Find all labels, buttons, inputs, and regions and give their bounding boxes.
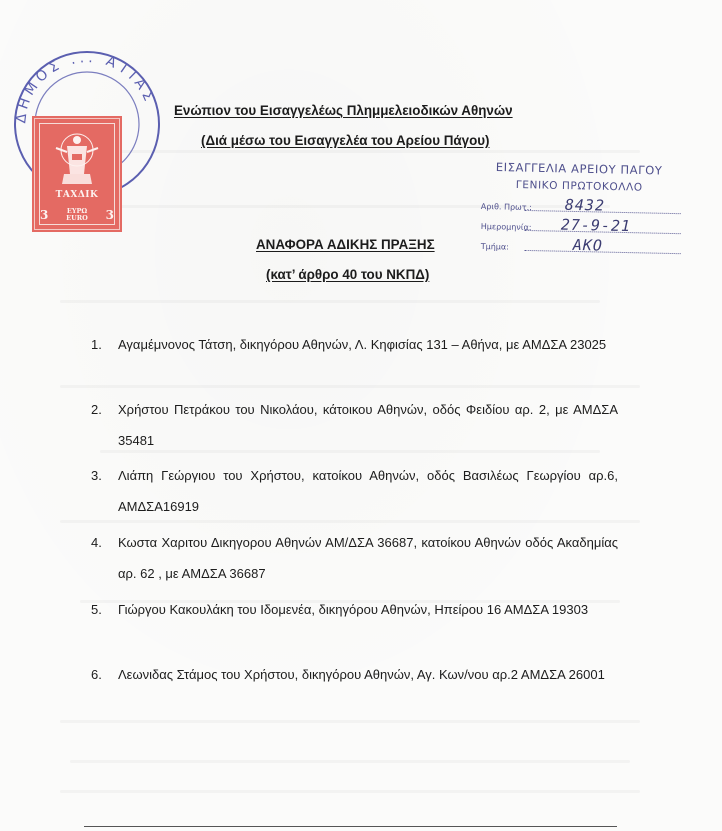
court-fee-stamp	[32, 116, 122, 232]
fee-right-value: 3	[105, 208, 114, 222]
list-item-number: 1.	[91, 337, 102, 352]
show-through-line	[60, 300, 600, 303]
registry-stamp-subtitle: ΓΕΝΙΚΟ ΠΡΩΤΟΚΟΛΛΟ	[515, 179, 643, 194]
list-item-text: Λεωνιδας Στάμος του Χρήστου, δικηγόρου Αθηνών, Αγ. Κων/νου αρ.2 ΑΜΔΣΑ 26001	[118, 667, 605, 682]
registry-stamp-title: ΕΙΣΑΓΓΕΛΙΑ ΑΡΕΙΟΥ ΠΑΓΟΥ	[495, 160, 663, 178]
seal-ring-text: ΔΗΜΟΣ ... ΑΤΙΑΣ	[13, 50, 159, 125]
list-item-text: Λιάπη Γεώργιου του Χρήστου, κατοίκου Αθηνών, οδός Βασιλέως Γεωργίου αρ.6, ΑΜΔΣΑ16919	[118, 468, 618, 514]
list-item	[91, 460, 618, 522]
list-item-number: 5.	[91, 602, 102, 617]
list-item-number: 4.	[91, 535, 102, 550]
list-item-number: 2.	[91, 402, 102, 417]
list-item-number: 6.	[91, 667, 102, 682]
list-item-text: Κωστα Χαριτου Δικηγορου Αθηνών ΑΜ/ΔΣΑ 36687, κατοίκου Αθηνών οδός Ακαδημίας αρ. 62 , με ΑΜΔΣΑ 36687	[118, 535, 618, 581]
addressee-subline: (Διά μέσω του Εισαγγελέα του Αρείου Πάγου)	[201, 133, 490, 148]
registry-stamp	[478, 160, 683, 255]
registry-dept-label: Τμήμα:	[480, 241, 509, 252]
list-item-text: Χρήστου Πετράκου του Νικολάου, κάτοικου Αθηνών, οδός Φειδίου αρ. 2, με ΑΜΔΣΑ 35481	[118, 402, 618, 448]
show-through-line	[70, 760, 630, 763]
addressee-line: Ενώπιον του Εισαγγελέως Πλημμελειοδικών Αθηνών	[174, 103, 513, 118]
list-item	[91, 394, 618, 456]
registry-date-row	[481, 216, 681, 236]
show-through-line	[60, 720, 640, 723]
registry-protocol-label: Αριθ. Πρωτ.:	[480, 201, 532, 213]
fee-unit: ΕΥΡΩ EURO	[66, 207, 88, 222]
list-item	[91, 527, 618, 589]
list-item	[91, 594, 618, 625]
list-item	[91, 659, 618, 690]
document-subtitle: (κατ’ άρθρο 40 του ΝΚΠΔ)	[266, 267, 430, 282]
registry-dept-row	[481, 236, 681, 256]
list-item-text: Γιώργου Κακουλάκη του Ιδομενέα, δικηγόρου Αθηνών, Ηπείρου 16 ΑΜΔΣΑ 19303	[118, 602, 589, 617]
list-item	[91, 329, 618, 360]
registry-protocol-value: 8432	[564, 195, 606, 215]
fee-stamp-label: ΤΑΧΔΙΚ	[55, 190, 99, 200]
footer-rule	[84, 826, 617, 827]
show-through-line	[60, 385, 640, 388]
municipal-seal	[4, 32, 164, 222]
document-title: ΑΝΑΦΟΡΑ ΑΔΙΚΗΣ ΠΡΑΞΗΣ	[256, 237, 435, 252]
goddess-emblem-icon	[34, 126, 120, 196]
fee-stamp-value	[40, 208, 114, 222]
list-item-text: Αγαμέμνονος Τάτση, δικηγόρου Αθηνών, Λ. Κηφισίας 131 – Αθήνα, με ΑΜΔΣΑ 23025	[118, 337, 607, 352]
show-through-line	[60, 790, 640, 793]
registry-date-value: 27-9-21	[560, 215, 632, 236]
fee-left-value: 3	[40, 208, 49, 222]
registry-date-label: Ημερομηνία:	[480, 221, 532, 233]
registry-dept-value: ΑΚΟ	[572, 235, 604, 255]
registry-protocol-row	[481, 196, 681, 216]
list-item-number: 3.	[91, 468, 102, 483]
